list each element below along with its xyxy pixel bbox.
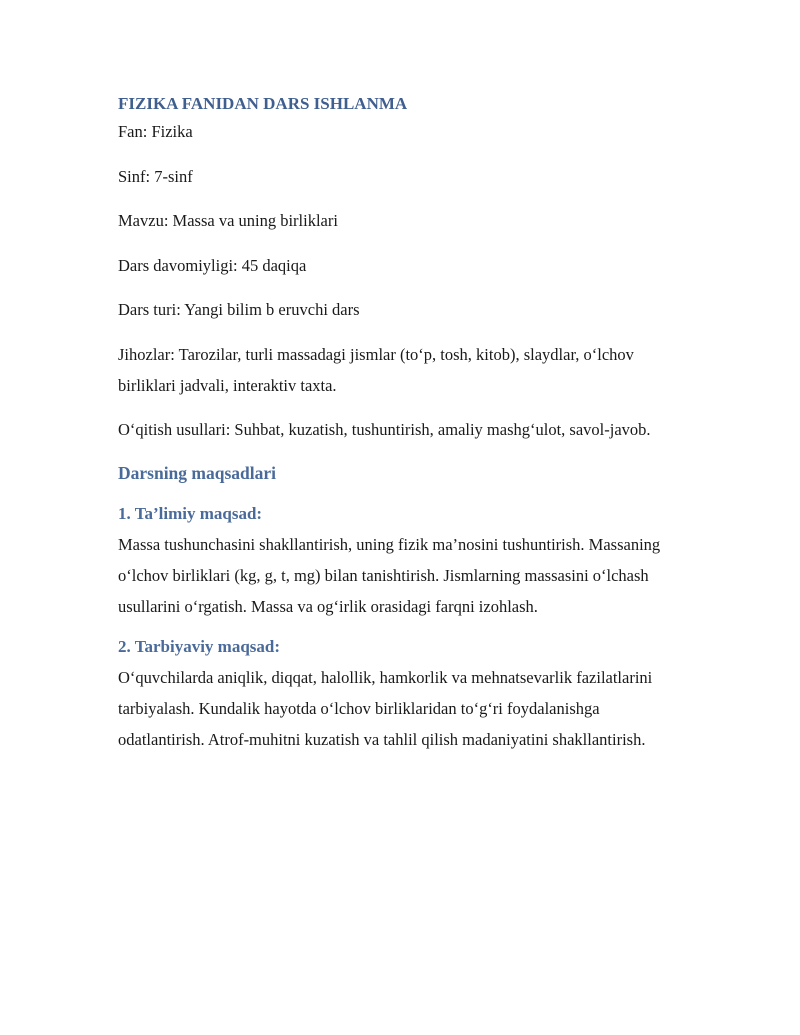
goal-text-upbringing: O‘quvchilarda aniqlik, diqqat, halollik, hamkorlik va mehnatsevarlik fazilatlarini tarbiyalash. Kundalik hayotda o‘lchov birliklaridan to‘g‘ri foydalanishga odatlantirish. Atrof-muhitni kuzatish va tahlil qilish madaniyatini shakllantirish. (118, 668, 653, 749)
goal-text-educational: Massa tushunchasini shakllantirish, uning fizik ma’nosini tushuntirish. Massaning o‘lchov birliklari (kg, g, t, mg) bilan tanishtirish. Jismlarning massasini o‘lchash usullarini o‘rgatish. Massa va og‘irlik orasidagi farqni izohlash. (118, 535, 661, 616)
meta-equipment: Jihozlar: Tarozilar, turli massadagi jismlar (to‘p, tosh, kitob), slaydlar, o‘lchov birliklari jadvali, interaktiv taxta. (118, 344, 634, 395)
meta-grade: Sinf: 7-sinf (118, 166, 193, 186)
meta-topic: Mavzu: Massa va uning birliklari (118, 211, 338, 230)
section-heading-goals: Darsning maqsadlari (118, 463, 277, 483)
meta-subject: Fan: Fizika (118, 122, 193, 141)
goal-heading-upbringing: 2. Tarbiyaviy maqsad: (118, 637, 281, 656)
meta-duration: Dars davomiyligi: 45 daqiqa (118, 255, 307, 275)
meta-teaching-methods: O‘qitish usullari: Suhbat, kuzatish, tushuntirish, amaliy mashg‘ulot, savol-javob. (118, 420, 651, 439)
meta-lesson-type: Dars turi: Yangi bilim b eruvchi dars (118, 300, 360, 319)
document-page (118, 92, 678, 755)
goal-heading-educational: 1. Ta’limiy maqsad: (118, 504, 263, 523)
document-title: FIZIKA FANIDAN DARS ISHLANMA (118, 94, 408, 113)
